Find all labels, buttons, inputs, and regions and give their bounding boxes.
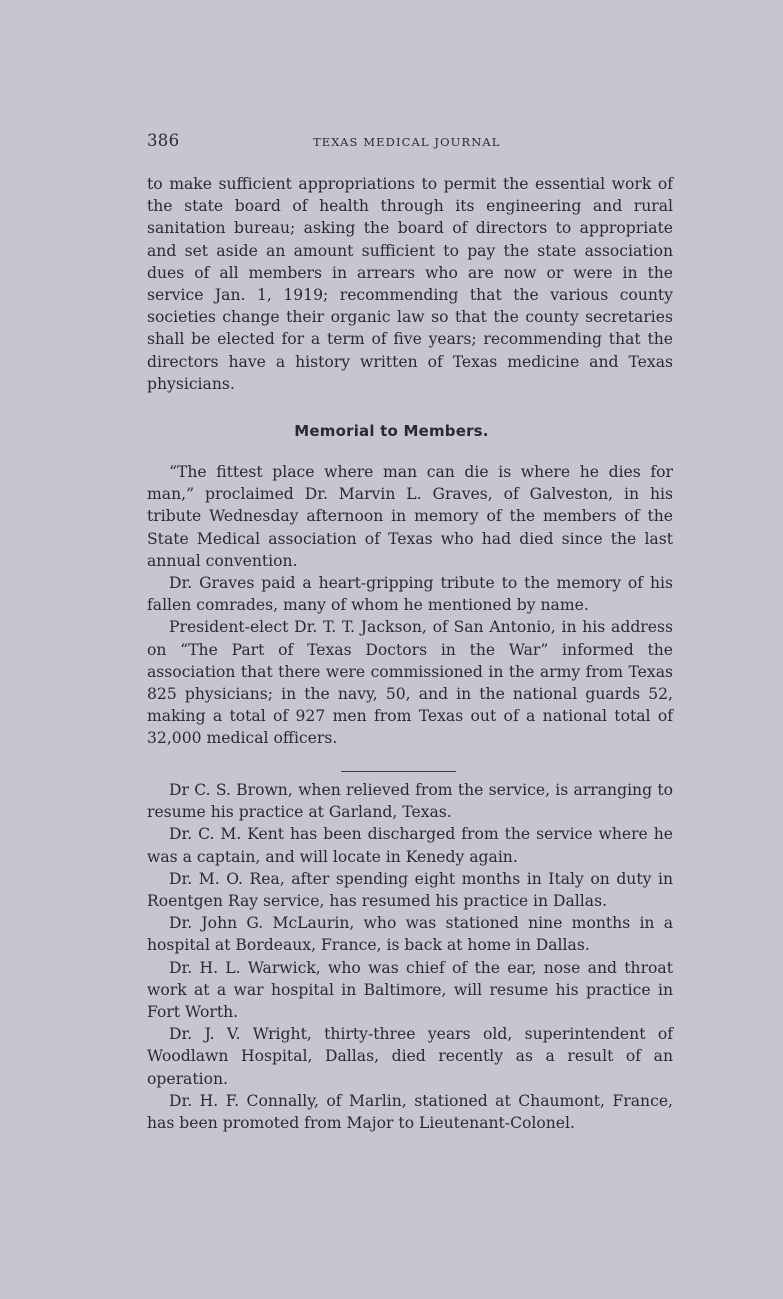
memorial-paragraph: Dr. Graves paid a heart-gripping tribute to the memory of his fallen comrades, many of whom he mentioned by name. bbox=[147, 574, 673, 615]
news-item: Dr C. S. Brown, when relieved from the service, is arranging to resume his practice at Garland, Texas. bbox=[147, 781, 673, 822]
news-item: Dr. C. M. Kent has been discharged from the service where he was a captain, and will locate in Kenedy again. bbox=[147, 825, 673, 866]
intro-paragraph: to make sufficient appropriations to permit the essential work of the state board of health through its engineering and rural sanitation bureau; asking the board of directors to appropriate and set aside an amount sufficient to pay the state association dues of all members in arrears who are now or were in the service Jan. 1, 1919; recommending that the various county societies change their organic law so that the county secretaries shall be elected for a term of five years; recommending that the directors have a history written of Texas medicine and Texas physicians. bbox=[147, 175, 673, 393]
section-heading-memorial: Memorial to Members. bbox=[294, 422, 489, 440]
news-item: Dr. John G. McLaurin, who was stationed nine months in a hospital at Bordeaux, France, is back at home in Dallas. bbox=[147, 914, 673, 955]
news-item: Dr. H. L. Warwick, who was chief of the ear, nose and throat work at a war hospital in Baltimore, will resume his practice in Fort Worth. bbox=[147, 958, 673, 1022]
section-divider bbox=[341, 771, 456, 772]
page-header bbox=[147, 131, 672, 153]
memorial-section bbox=[147, 461, 673, 750]
news-item: Dr. J. V. Wright, thirty-three years old, superintendent of Woodlawn Hospital, Dallas, died recently as a result of an operation. bbox=[147, 1025, 673, 1088]
memorial-paragraph: “The fittest place where man can die is where he dies for man,” proclaimed Dr. Marvin L. Graves, of Galveston, in his tribute Wednesday afternoon in memory of the members of the State Medical association of Texas who had died since the last annual convention. bbox=[147, 463, 673, 570]
news-item: Dr. H. F. Connally, of Marlin, stationed at Chaumont, France, has been promoted from Major to Lieutenant-Colonel. bbox=[147, 1091, 673, 1133]
news-items-section bbox=[147, 779, 673, 1134]
page-number: 386 bbox=[147, 131, 180, 150]
memorial-paragraph: President-elect Dr. T. T. Jackson, of San Antonio, in his address on “The Part of Texas Doctors in the War” informed the association that there were commissioned in the army from Texas 825 physicians; in the navy, 50, and in the national guards 52, making a total of 927 men from Texas out of a national total of 32,000 medical officers. bbox=[147, 618, 673, 748]
news-item: Dr. M. O. Rea, after spending eight months in Italy on duty in Roentgen Ray service, has resumed his practice in Dallas. bbox=[147, 869, 673, 911]
intro-section bbox=[147, 173, 673, 395]
running-title: TEXAS MEDICAL JOURNAL bbox=[313, 135, 501, 149]
